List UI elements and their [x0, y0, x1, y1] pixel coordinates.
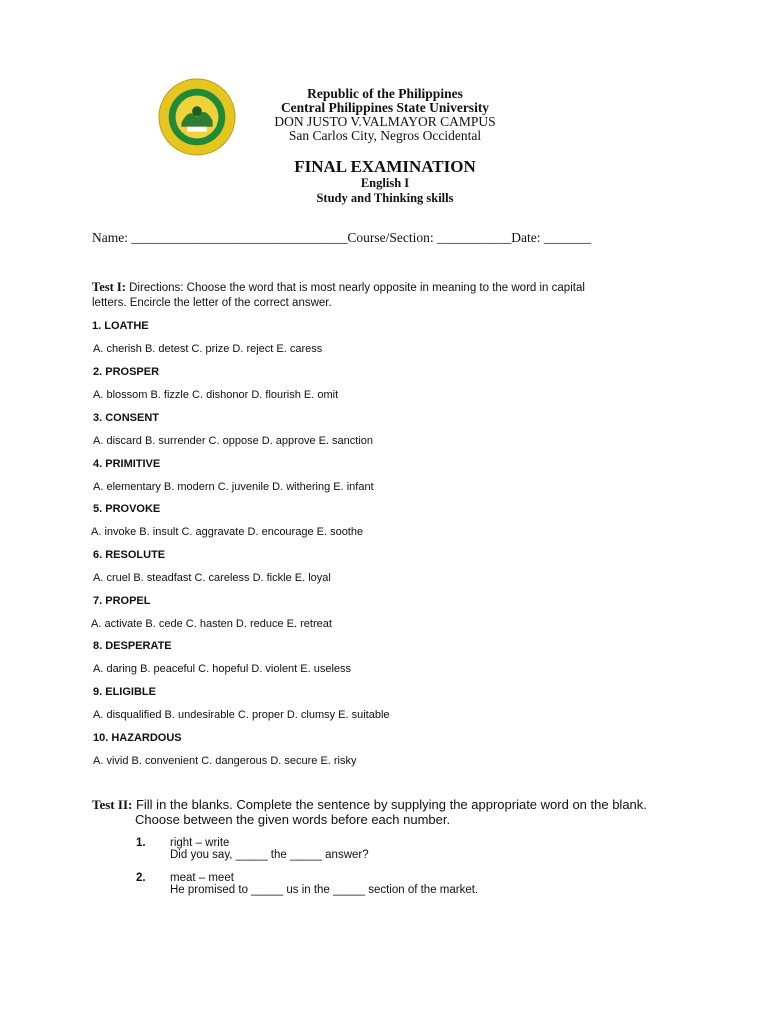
question-word-4: 4. PRIMITIVE	[93, 458, 161, 470]
question-word-1: 1. LOATHE	[92, 320, 149, 332]
question-choices-7[interactable]: A. activate B. cede C. hasten D. reduce E. retreat	[91, 618, 332, 630]
header-campus: DON JUSTO V.VALMAYOR CAMPUS	[274, 114, 496, 129]
test2-directions-line2: Choose between the given words before each number.	[135, 812, 451, 827]
test2-item-pair-2: meat – meet	[170, 872, 234, 884]
test1-directions	[92, 280, 652, 311]
test2-label: Test II:	[92, 797, 133, 812]
question-choices-1[interactable]: A. cherish B. detest C. prize D. reject E. caress	[93, 343, 323, 355]
test2-item-number-2: 2.	[136, 872, 146, 884]
name-blank[interactable]: ________________________________	[131, 230, 348, 245]
question-word-8: 8. DESPERATE	[93, 640, 172, 652]
test2-directions-line1: Fill in the blanks. Complete the sentence by supplying the appropriate word on the blank.	[135, 797, 647, 812]
test2-item-sentence-2[interactable]: He promised to _____ us in the _____ section of the market.	[170, 884, 479, 896]
question-choices-10[interactable]: A. vivid B. convenient C. dangerous D. secure E. risky	[93, 755, 357, 767]
course-section-blank[interactable]: ___________	[437, 230, 512, 245]
test1-directions-line2: letters. Encircle the letter of the correct answer.	[92, 297, 332, 309]
question-word-2: 2. PROSPER	[93, 366, 160, 378]
exam-subject: English I	[360, 176, 410, 190]
question-choices-8[interactable]: A. daring B. peaceful C. hopeful D. violent E. useless	[93, 663, 352, 675]
student-info-row	[92, 230, 591, 246]
question-choices-6[interactable]: A. cruel B. steadfast C. careless D. fickle E. loyal	[93, 572, 331, 584]
university-seal-logo	[158, 78, 236, 156]
course-section-label: Course/Section:	[347, 230, 434, 245]
exam-subtitle: Study and Thinking skills	[316, 191, 454, 205]
test2-item-pair-1: right – write	[170, 837, 230, 849]
test1-directions-line1: Directions: Choose the word that is most nearly opposite in meaning to the word in capital	[129, 282, 585, 294]
header-location: San Carlos City, Negros Occidental	[288, 128, 482, 143]
question-word-10: 10. HAZARDOUS	[93, 732, 182, 744]
exam-title: FINAL EXAMINATION	[294, 157, 476, 176]
question-choices-9[interactable]: A. disqualified B. undesirable C. proper D. clumsy E. suitable	[93, 709, 390, 721]
question-word-7: 7. PROPEL	[93, 595, 151, 607]
question-word-5: 5. PROVOKE	[93, 503, 161, 515]
question-word-6: 6. RESOLUTE	[93, 549, 166, 561]
question-word-3: 3. CONSENT	[93, 412, 160, 424]
test1-label: Test I:	[92, 280, 126, 294]
question-choices-2[interactable]: A. blossom B. fizzle C. dishonor D. flourish E. omit	[93, 389, 339, 401]
date-blank[interactable]: _______	[543, 230, 592, 245]
header-university: Central Philippines State University	[280, 100, 490, 115]
test2-directions	[92, 798, 732, 812]
question-word-9: 9. ELIGIBLE	[93, 686, 156, 698]
question-choices-4[interactable]: A. elementary B. modern C. juvenile D. withering E. infant	[93, 481, 374, 493]
question-choices-5[interactable]: A. invoke B. insult C. aggravate D. encourage E. soothe	[91, 526, 364, 538]
name-label: Name:	[92, 230, 128, 245]
test2-item-number-1: 1.	[136, 837, 146, 849]
test2-item-sentence-1[interactable]: Did you say, _____ the _____ answer?	[170, 849, 369, 861]
header-republic: Republic of the Philippines	[307, 86, 463, 101]
date-label: Date:	[511, 230, 541, 245]
question-choices-3[interactable]: A. discard B. surrender C. oppose D. approve E. sanction	[93, 435, 374, 447]
